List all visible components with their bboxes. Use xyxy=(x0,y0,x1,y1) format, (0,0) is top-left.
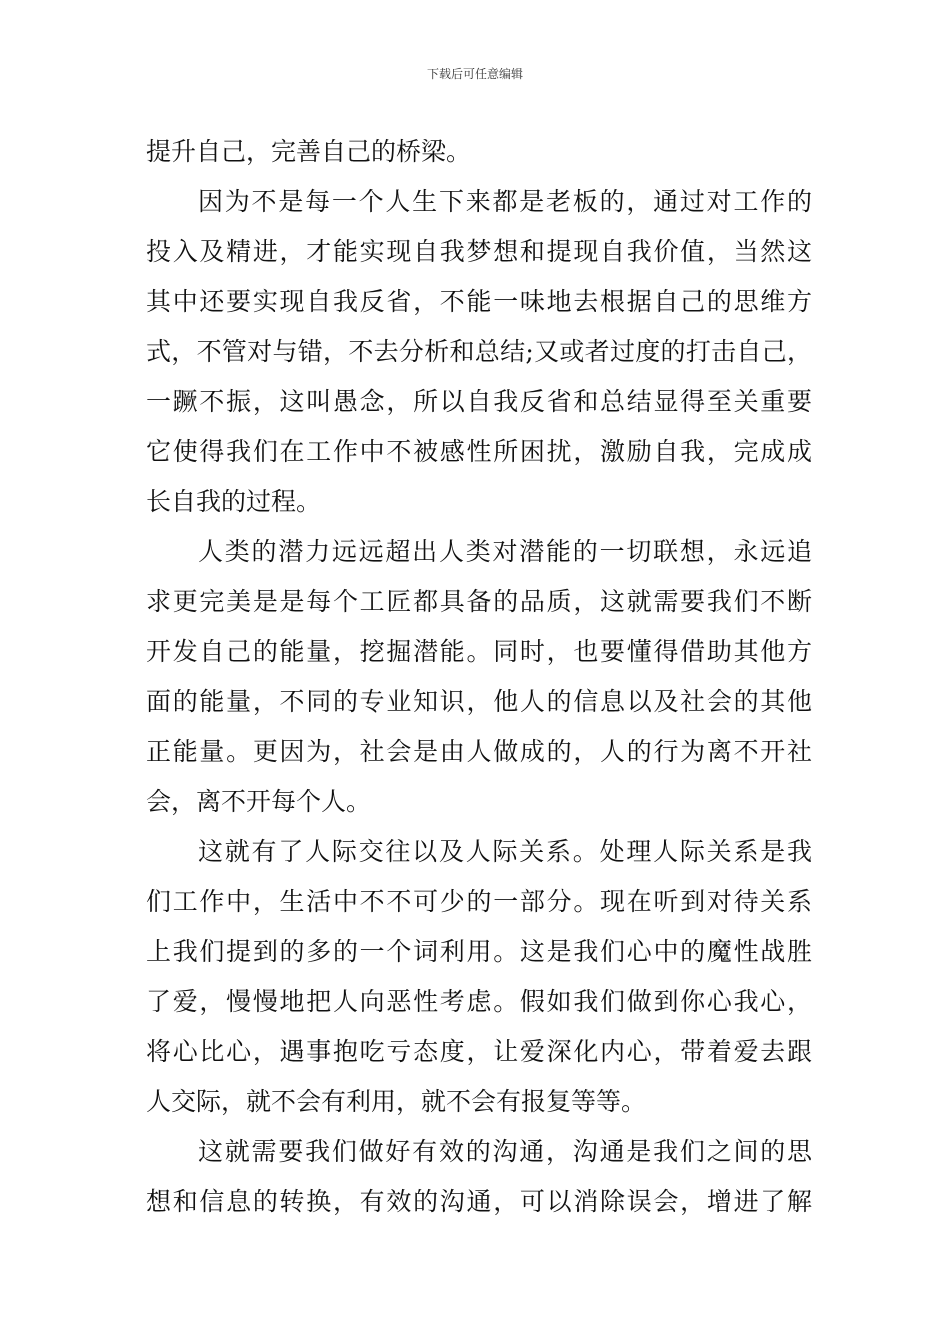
text-line: 求更完美是是每个工匠都具备的品质，这就需要我们不断 xyxy=(146,587,812,616)
text-line: 投入及精进，才能实现自我梦想和提现自我价值，当然这 xyxy=(146,237,812,266)
text-line: 开发自己的能量，挖掘潜能。同时，也要懂得借助其他方 xyxy=(146,637,812,666)
text-line: 想和信息的转换，有效的沟通，可以消除误会，增进了解 xyxy=(146,1187,812,1216)
document-body xyxy=(146,127,812,1227)
text-line: 因为不是每一个人生下来都是老板的，通过对工作的 xyxy=(198,187,812,216)
page-header: 下载后可任意编辑 xyxy=(426,67,523,81)
text-line: 式，不管对与错，不去分析和总结;又或者过度的打击自己， xyxy=(146,337,812,366)
text-line: 它使得我们在工作中不被感性所困扰，激励自我，完成成 xyxy=(146,437,812,466)
text-line: 们工作中，生活中不不可少的一部分。现在听到对待关系 xyxy=(146,887,812,916)
text-line: 将心比心，遇事抱吃亏态度，让爱深化内心，带着爱去跟 xyxy=(146,1037,812,1066)
text-line: 人交际，就不会有利用，就不会有报复等等。 xyxy=(146,1087,647,1116)
text-line: 这就有了人际交往以及人际关系。处理人际关系是我 xyxy=(198,837,812,866)
text-line: 提升自己，完善自己的桥梁。 xyxy=(146,137,472,166)
text-line: 上我们提到的多的一个词利用。这是我们心中的魔性战胜 xyxy=(146,937,812,966)
text-line: 一蹶不振，这叫愚念，所以自我反省和总结显得至关重要 xyxy=(146,387,812,416)
text-line: 正能量。更因为，社会是由人做成的，人的行为离不开社 xyxy=(146,737,812,766)
text-line: 会，离不开每个人。 xyxy=(146,787,372,816)
text-line: 面的能量，不同的专业知识，他人的信息以及社会的其他 xyxy=(146,687,812,716)
text-line: 长自我的过程。 xyxy=(146,487,322,516)
text-line: 人类的潜力远远超出人类对潜能的一切联想，永远追 xyxy=(198,537,812,566)
text-line: 了爱，慢慢地把人向恶性考虑。假如我们做到你心我心， xyxy=(146,987,812,1016)
text-line: 其中还要实现自我反省，不能一味地去根据自己的思维方 xyxy=(146,287,812,316)
text-line: 这就需要我们做好有效的沟通，沟通是我们之间的思 xyxy=(198,1137,812,1166)
